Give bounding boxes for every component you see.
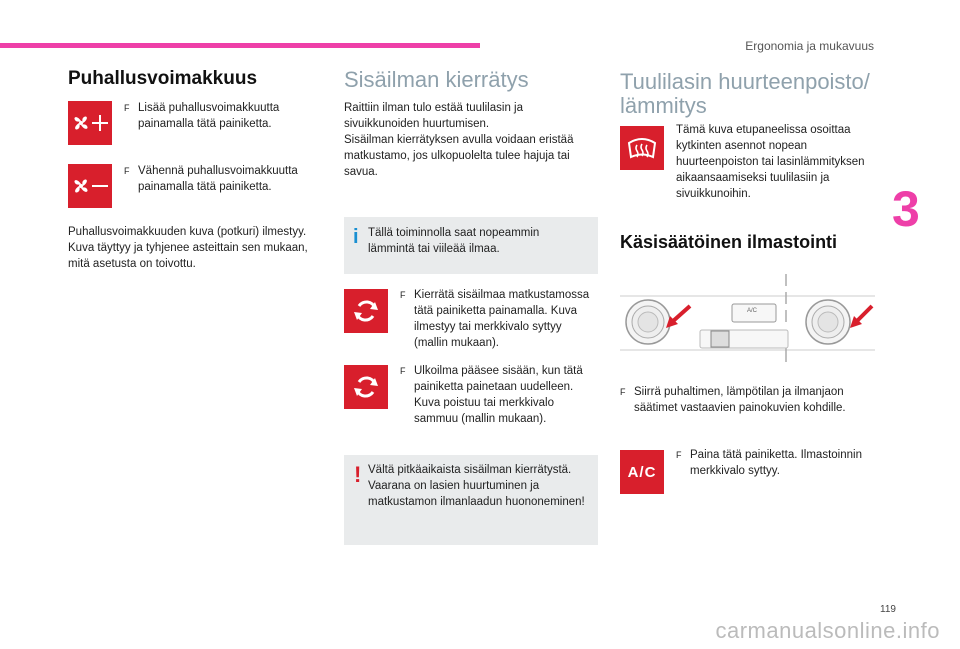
fan-minus-icon (68, 164, 112, 208)
controls-text: Siirrä puhaltimen, lämpötilan ja ilmanjaon säätimet vastaavien painokuvien kohdille. (634, 386, 846, 414)
chapter-number: 3 (892, 181, 920, 237)
info-box (344, 217, 598, 274)
ac-button-label: A/C (627, 463, 657, 481)
windscreen-defrost-icon (620, 126, 664, 170)
fan-speed-paragraph: Puhallusvoimakkuuden kuva (potkuri) ilmestyy. Kuva täyttyy ja tyhjenee asteittain sen mukaan, mitä asetusta on toivottu. (68, 226, 308, 270)
recirculation-icon (344, 289, 388, 333)
defrost-text: Tämä kuva etupaneelissa osoittaa kytkinten asennot nopean huurteenpoiston tai lasinlämmityksen aikaansaamiseksi tuulilasiin ja sivuikkunoihin. (676, 124, 865, 200)
fan-increase-text: Lisää puhallusvoimakkuutta painamalla tätä painiketta. (138, 102, 280, 130)
controls-item (620, 384, 875, 416)
recirculation-off-item (400, 363, 590, 427)
bullet-icon: F (676, 450, 682, 460)
bullet-icon: F (400, 366, 406, 376)
fan-increase-item (124, 100, 314, 132)
ac-item (676, 447, 876, 479)
recirculation-off-icon (344, 365, 388, 409)
recirculation-heading: Sisäilman kierrätys (344, 67, 529, 92)
warning-text: Vältä pitkäaikaista sisäilman kierrätystä. Vaarana on lasien huurtuminen ja matkustamon ilmanlaadun huononeminen! (368, 464, 585, 508)
section-title: Ergonomia ja mukavuus (745, 39, 874, 53)
header-accent-bar (0, 43, 480, 48)
fan-plus-icon (68, 101, 112, 145)
ac-text: Paina tätä painiketta. Ilmastoinnin merkkivalo syttyy. (690, 449, 862, 477)
recirculation-on-text: Kierrätä sisäilmaa matkustamossa tätä painiketta painamalla. Kuva ilmestyy tai merkkivalo syttyy (mallin mukaan). (414, 289, 590, 349)
info-text: Tällä toiminnolla saat nopeammin lämmintä tai viileää ilmaa. (368, 227, 540, 255)
fan-decrease-item (124, 163, 314, 195)
panel-ac-label: A/C (747, 308, 758, 314)
manual-ac-heading: Käsisäätöinen ilmastointi (620, 232, 838, 252)
info-icon: i (353, 226, 359, 248)
warning-box (344, 455, 598, 545)
recirculation-intro-line2: Sisäilman kierrätyksen avulla voidaan eristää matkustamo, jos ulkopuolelta tulee hajuja tai savua. (344, 134, 574, 178)
fan-speed-heading: Puhallusvoimakkuus (68, 68, 258, 89)
bullet-icon: F (400, 290, 406, 300)
watermark: carmanualsonline.info (715, 618, 940, 643)
ac-button-icon (620, 450, 664, 494)
bullet-icon: F (124, 166, 130, 176)
bullet-icon: F (620, 387, 626, 397)
recirculation-intro-line1: Raittiin ilman tulo estää tuulilasin ja sivuikkunoiden huurtumisen. (344, 102, 523, 130)
recirculation-on-item (400, 287, 590, 351)
ac-control-panel-illustration (620, 272, 875, 368)
warning-icon: ! (354, 462, 362, 487)
recirculation-intro (344, 100, 594, 180)
bullet-icon: F (124, 103, 130, 113)
recirculation-off-text: Ulkoilma pääsee sisään, kun tätä painiketta painetaan uudelleen. Kuva poistuu tai merkkivalo sammuu (mallin mukaan). (414, 365, 583, 425)
page-number: 119 (880, 604, 896, 615)
fan-decrease-text: Vähennä puhallusvoimakkuutta painamalla tätä painiketta. (138, 165, 298, 193)
defrost-heading: Tuulilasin huurteenpoisto/ lämmitys (620, 69, 870, 118)
